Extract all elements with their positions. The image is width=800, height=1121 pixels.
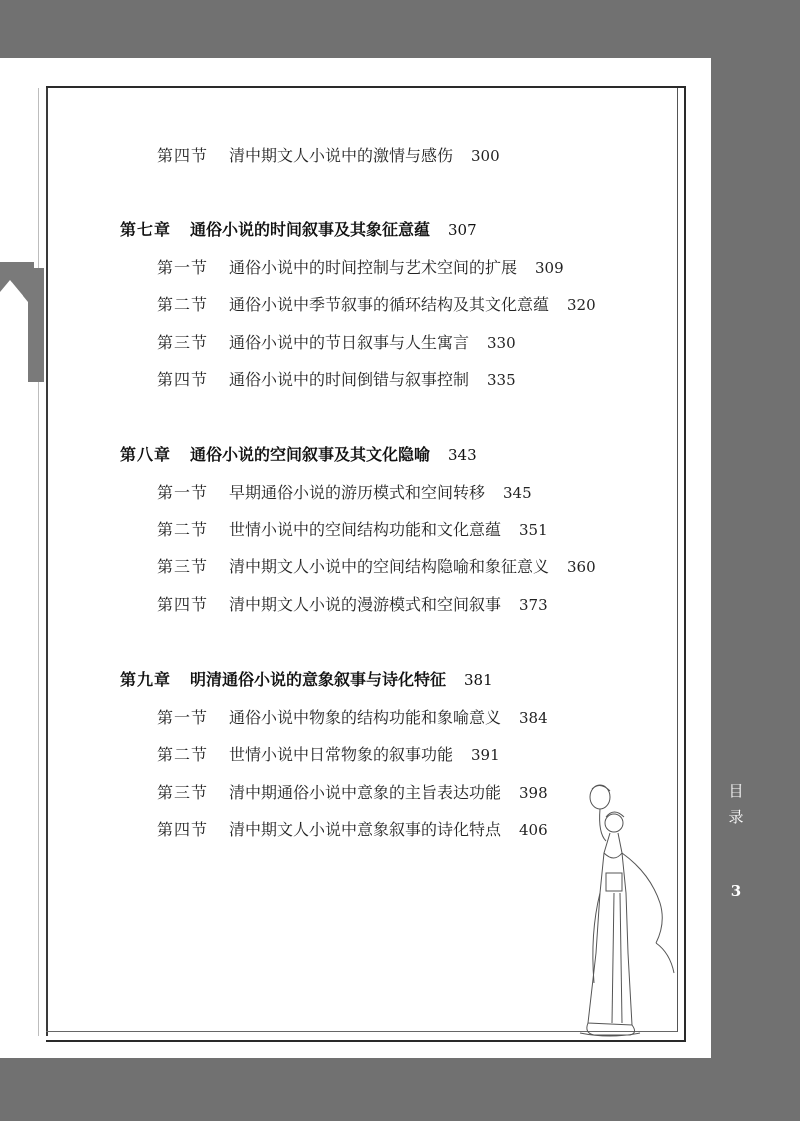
section-title: 世情小说中日常物象的叙事功能: [229, 745, 454, 764]
toc-entry: [157, 820, 548, 840]
toc-entry: [157, 258, 564, 278]
section-label: 第三节: [157, 333, 209, 352]
section-label: 第四节: [157, 595, 209, 614]
toc-entry: [157, 295, 596, 315]
page-number: 398: [519, 784, 548, 802]
section-title: 通俗小说中物象的结构功能和象喻意义: [229, 708, 502, 727]
page-number: 373: [519, 596, 548, 614]
toc-entry: [157, 333, 516, 353]
toc-entry: [157, 370, 516, 390]
side-heading-char: 目: [728, 782, 744, 800]
section-label: 第四节: [157, 146, 209, 165]
toc-entry: [157, 745, 500, 765]
page-number: 381: [464, 671, 493, 689]
toc-chapter: [120, 670, 493, 690]
section-label: 第三节: [157, 783, 209, 802]
toc-entry: [157, 146, 500, 166]
toc-entry: [157, 483, 532, 503]
toc-entry: [157, 557, 596, 577]
book-page: [0, 58, 711, 1058]
toc-entry: [157, 520, 548, 540]
page-number: 345: [503, 484, 532, 502]
page-number: 384: [519, 709, 548, 727]
page-number: 406: [519, 821, 548, 839]
toc-entry: [157, 708, 548, 728]
section-title: 通俗小说中的时间控制与艺术空间的扩展: [229, 258, 518, 277]
section-label: 第一节: [157, 708, 209, 727]
section-title: 清中期文人小说中的空间结构隐喻和象征意义: [229, 557, 550, 576]
page-number: 307: [448, 221, 477, 239]
section-label: 第二节: [157, 745, 209, 764]
section-title: 世情小说中的空间结构功能和文化意蕴: [229, 520, 502, 539]
section-title: 通俗小说中的时间倒错与叙事控制: [229, 370, 470, 389]
section-title: 清中期通俗小说中意象的主旨表达功能: [229, 783, 502, 802]
page-number: 391: [471, 746, 500, 764]
page-number: 300: [471, 147, 500, 165]
chapter-title: 通俗小说的时间叙事及其象征意蕴: [190, 220, 431, 239]
section-title: 通俗小说中的节日叙事与人生寓言: [229, 333, 470, 352]
page-number: 360: [567, 558, 596, 576]
side-page-number: 3: [730, 882, 742, 900]
chapter-label: 第七章: [120, 220, 172, 239]
chapter-label: 第九章: [120, 670, 172, 689]
section-label: 第一节: [157, 258, 209, 277]
lady-illustration-icon: [570, 783, 680, 1043]
section-title: 清中期文人小说中的激情与感伤: [229, 146, 454, 165]
toc-chapter: [120, 445, 477, 465]
section-label: 第二节: [157, 520, 209, 539]
section-title: 清中期文人小说中意象叙事的诗化特点: [229, 820, 502, 839]
page-number: 309: [535, 259, 564, 277]
toc-chapter: [120, 220, 477, 240]
side-heading-char: 录: [728, 808, 744, 826]
page-number: 351: [519, 521, 548, 539]
page-number: 330: [487, 334, 516, 352]
section-title: 通俗小说中季节叙事的循环结构及其文化意蕴: [229, 295, 550, 314]
section-label: 第四节: [157, 370, 209, 389]
section-title: 清中期文人小说的漫游模式和空间叙事: [229, 595, 502, 614]
section-label: 第一节: [157, 483, 209, 502]
page-number: 320: [567, 296, 596, 314]
toc-entry: [157, 595, 548, 615]
chapter-title: 明清通俗小说的意象叙事与诗化特征: [190, 670, 447, 689]
page-number: 343: [448, 446, 477, 464]
chapter-title: 通俗小说的空间叙事及其文化隐喻: [190, 445, 431, 464]
section-label: 第二节: [157, 295, 209, 314]
section-title: 早期通俗小说的游历模式和空间转移: [229, 483, 486, 502]
toc-entry: [157, 783, 548, 803]
section-label: 第四节: [157, 820, 209, 839]
chapter-label: 第八章: [120, 445, 172, 464]
section-label: 第三节: [157, 557, 209, 576]
page-number: 335: [487, 371, 516, 389]
